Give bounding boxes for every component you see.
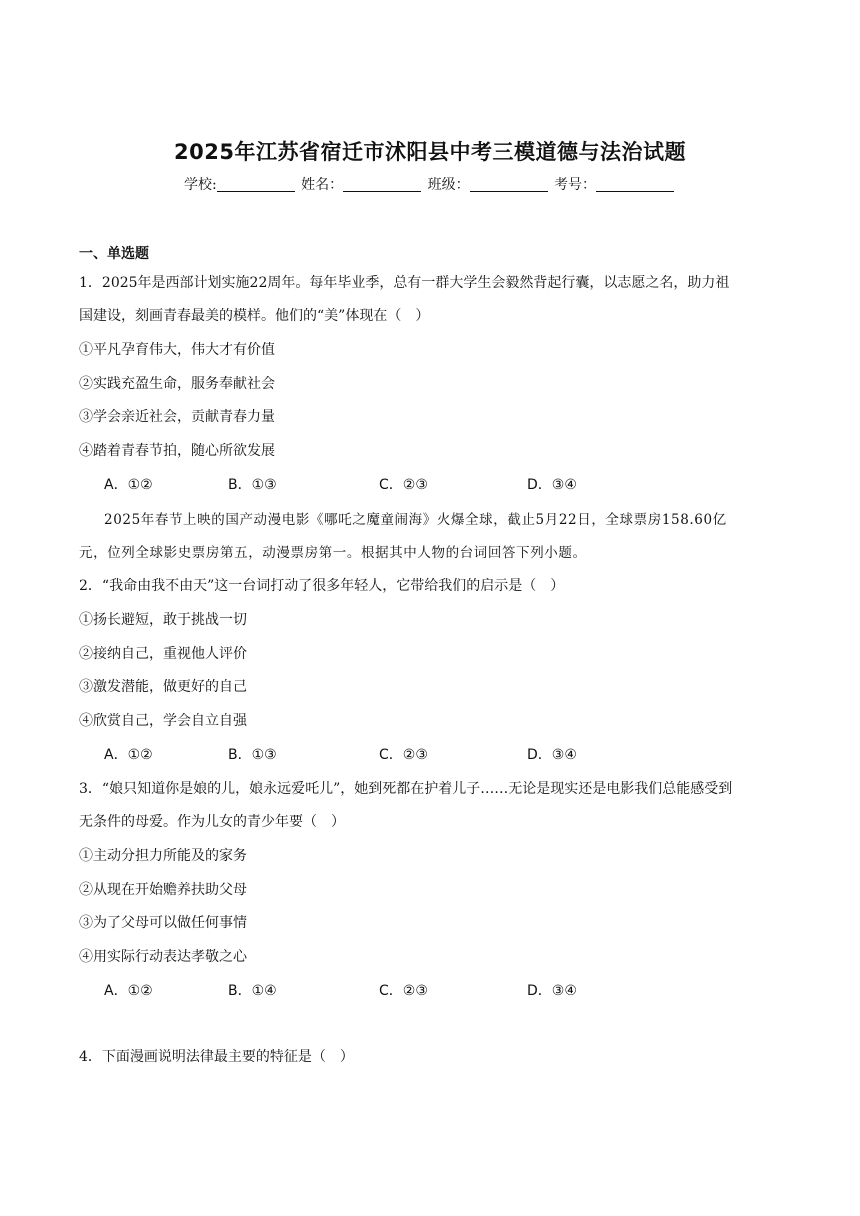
q1-option-a[interactable]: A．①② [104,477,153,493]
q1-item-3: ③学会亲近社会，贡献青春力量 [79,409,275,425]
q2-option-d[interactable]: D．③④ [527,747,577,763]
q3-option-b[interactable]: B．①④ [228,983,277,999]
school-label: 学校: [183,177,217,193]
q3-item-3: ③为了父母可以做任何事情 [79,915,247,931]
class-label: 班级： [427,177,470,193]
number-blank[interactable] [596,177,674,192]
student-info-line [0,174,860,194]
q2-item-1: ①扬长避短，敢于挑战一切 [79,612,247,628]
q3-item-4: ④用实际行动表达孝敬之心 [79,949,247,965]
q3-option-d[interactable]: D．③④ [527,983,577,999]
material-line1: 2025年春节上映的国产动漫电影《哪吒之魔童闹海》火爆全球，截止5月22日，全球票房158.60亿 [104,512,727,528]
q2-option-b[interactable]: B．①③ [228,747,277,763]
q2-option-c[interactable]: C．②③ [379,747,428,763]
q4-stem-line1: 4．下面漫画说明法律最主要的特征是（ ） [79,1049,354,1065]
number-label: 考号： [554,177,597,193]
q1-item-4: ④踏着青春节拍，随心所欲发展 [79,443,275,459]
q2-item-3: ③激发潜能，做更好的自己 [79,679,247,695]
q1-options [104,474,704,494]
q1-option-d[interactable]: D．③④ [527,477,577,493]
page-title: 2025年江苏省宿迁市沭阳县中考三模道德与法治试题 [174,140,686,164]
q3-item-2: ②从现在开始赡养扶助父母 [79,882,247,898]
q2-item-2: ②接纳自己，重视他人评价 [79,646,247,662]
q3-option-a[interactable]: A．①② [104,983,153,999]
class-blank[interactable] [470,177,548,192]
q2-stem-line1: 2．“我命由我不由天”这一台词打动了很多年轻人，它带给我们的启示是（ ） [79,578,565,594]
q2-options [104,744,704,764]
section-title: 一、单选题 [79,246,149,262]
q1-option-b[interactable]: B．①③ [228,477,277,493]
q3-options [104,980,704,1000]
q3-item-1: ①主动分担力所能及的家务 [79,848,247,864]
name-blank[interactable] [343,177,421,192]
q3-option-c[interactable]: C．②③ [379,983,428,999]
q1-item-1: ①平凡孕育伟大，伟大才有价值 [79,342,275,358]
q1-stem-line1: 1．2025年是西部计划实施22周年。每年毕业季，总有一群大学生会毅然背起行囊，以志愿之名，助力祖 [79,275,730,291]
q3-stem-line1: 3．“娘只知道你是娘的儿，娘永远爱吒儿”，她到死都在护着儿子……无论是现实还是电影我们总能感受到 [79,781,733,797]
q1-option-c[interactable]: C．②③ [379,477,428,493]
q2-item-4: ④欣赏自己，学会自立自强 [79,713,247,729]
q2-option-a[interactable]: A．①② [104,747,153,763]
material-line2: 元，位列全球影史票房第五，动漫票房第一。根据其中人物的台词回答下列小题。 [79,545,587,561]
q3-stem-line2: 无条件的母爱。作为儿女的青少年要（ ） [79,814,345,830]
school-blank[interactable] [217,177,295,192]
q1-stem-line2: 国建设，刻画青春最美的模样。他们的“美”体现在（ ） [79,308,430,324]
q1-item-2: ②实践充盈生命，服务奉献社会 [79,376,275,392]
name-label: 姓名： [301,177,344,193]
